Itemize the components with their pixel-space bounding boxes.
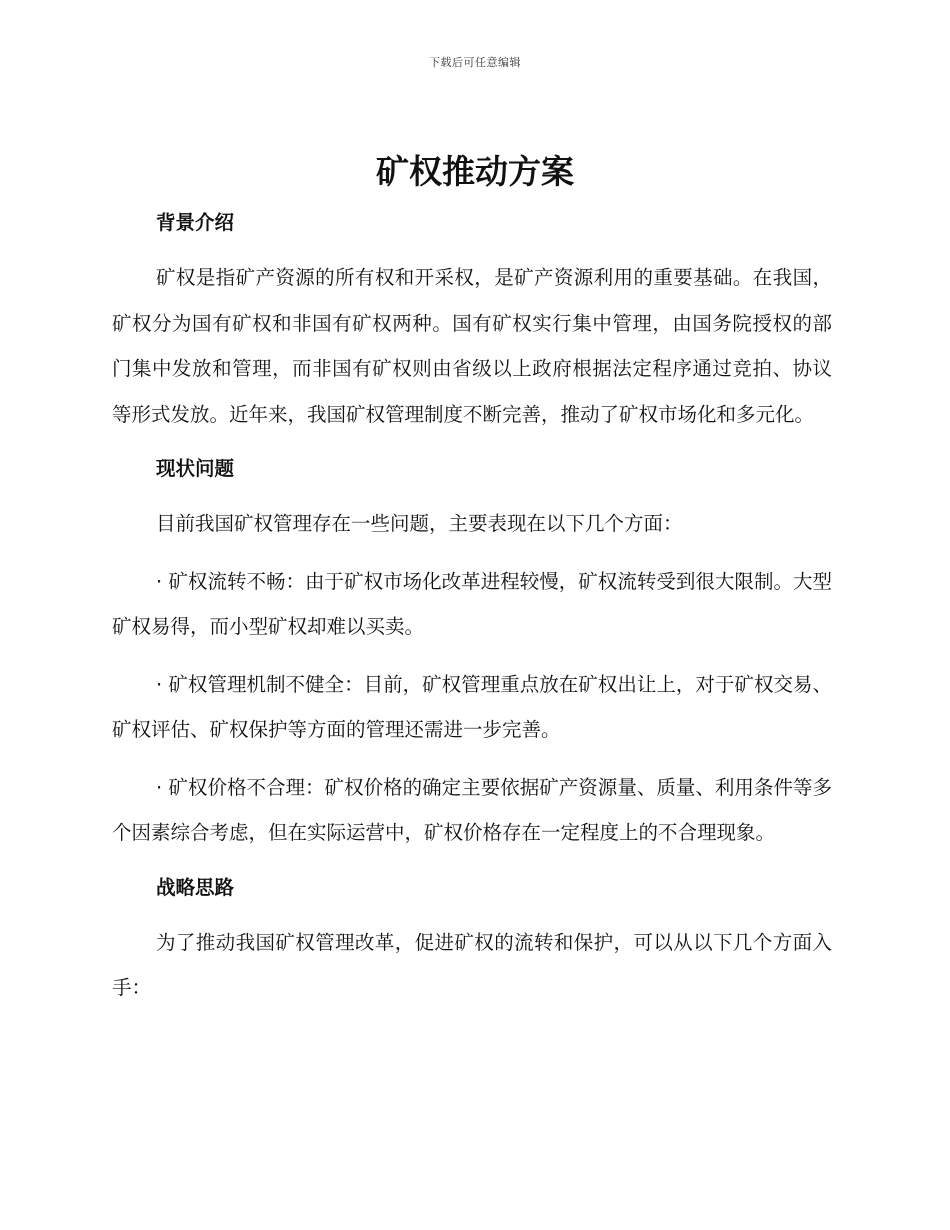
bullet-item-pricing: · 矿权价格不合理：矿权价格的确定主要依据矿产资源量、质量、利用条件等多个因素综合考虑，但在实际运营中，矿权价格存在一定程度上的不合理现象。 (112, 775, 832, 844)
bullet-item-management: · 矿权管理机制不健全：目前，矿权管理重点放在矿权出让上，对于矿权交易、矿权评估、矿权保护等方面的管理还需进一步完善。 (112, 672, 832, 741)
bullet-item-transfer: · 矿权流转不畅：由于矿权市场化改革进程较慢，矿权流转受到很大限制。大型矿权易得，而小型矿权却难以买卖。 (112, 569, 832, 638)
document-body (112, 203, 832, 1011)
section-heading-strategy: 战略思路 (156, 875, 235, 899)
section-heading-background: 背景介绍 (156, 211, 235, 234)
paragraph-strategy-intro: 为了推动我国矿权管理改革，促进矿权的流转和保护，可以从以下几个方面入手： (112, 930, 832, 999)
section-heading-current-issues: 现状问题 (156, 457, 235, 480)
header-note: 下载后可任意编辑 (429, 56, 521, 69)
paragraph-background: 矿权是指矿产资源的所有权和开采权，是矿产资源利用的重要基础。在我国，矿权分为国有矿权和非国有矿权两种。国有矿权实行集中管理，由国务院授权的部门集中发放和管理，而非国有矿权则由省级以上政府根据法定程序通过竞拍、协议等形式发放。近年来，我国矿权管理制度不断完善，推动了矿权市场化和多元化。 (112, 266, 832, 426)
paragraph-issues-intro: 目前我国矿权管理存在一些问题，主要表现在以下几个方面： (156, 512, 683, 535)
document-title: 矿权推动方案 (376, 152, 574, 191)
